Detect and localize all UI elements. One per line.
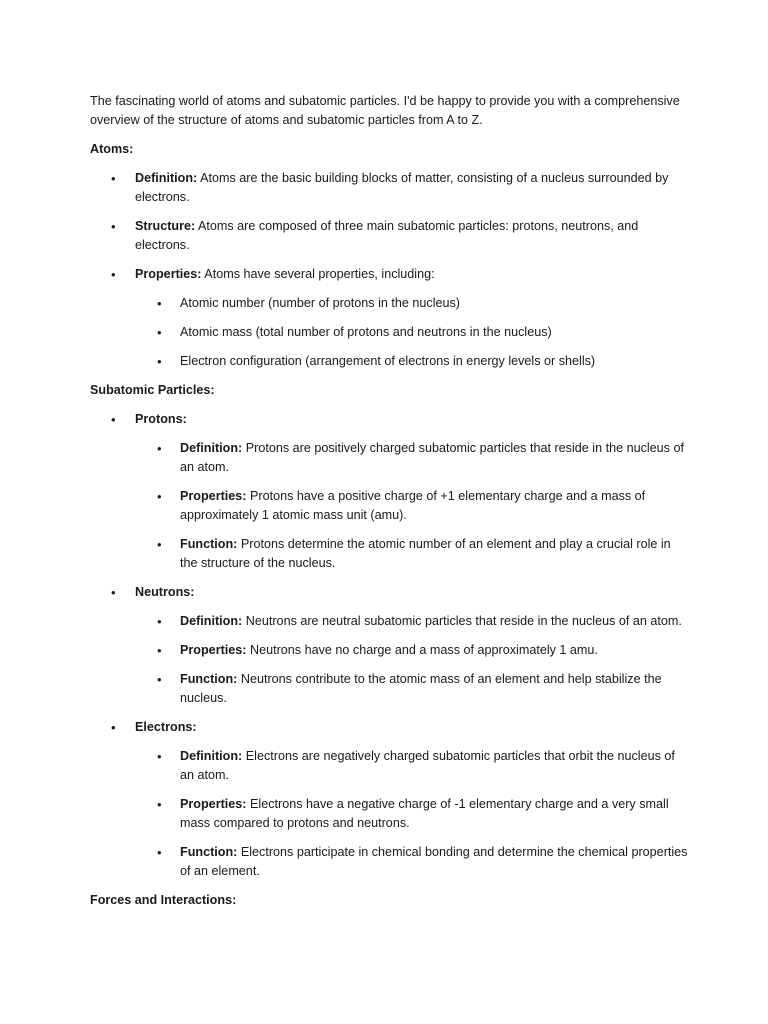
item-text: Atoms have several properties, including: — [201, 267, 435, 281]
item-text: Protons determine the atomic number of an element and play a crucial role in the structure of the nucleus. — [180, 537, 671, 570]
list-item: • Electron configuration (arrangement of electrons in energy levels or shells) — [90, 352, 690, 371]
item-label: Properties: — [135, 267, 202, 281]
item-text: Electrons are negatively charged subatomic particles that orbit the nucleus of an atom. — [180, 749, 675, 782]
item-label: Structure: — [135, 219, 196, 233]
item-label: Definition: — [135, 171, 198, 185]
list-item — [90, 169, 690, 207]
item-label: Function: — [180, 672, 238, 686]
item-label: Definition: — [180, 614, 243, 628]
list-item — [90, 843, 690, 881]
item-text: Neutrons have no charge and a mass of approximately 1 amu. — [246, 643, 598, 657]
item-text: Neutrons contribute to the atomic mass of an element and help stabilize the nucleus. — [180, 672, 662, 705]
item-label: Definition: — [180, 441, 243, 455]
list-item — [90, 612, 690, 631]
subatomic-list — [90, 410, 690, 881]
item-text: Protons have a positive charge of +1 elementary charge and a mass of approximately 1 atomic mass unit (amu). — [180, 489, 646, 522]
item-label: Function: — [180, 845, 238, 859]
electrons-section — [90, 718, 690, 737]
section-title: Electrons: — [135, 720, 197, 734]
list-item — [90, 487, 690, 525]
neutrons-section — [90, 583, 690, 602]
item-text: Neutrons are neutral subatomic particles that reside in the nucleus of an atom. — [242, 614, 682, 628]
item-text: Electrons participate in chemical bonding and determine the chemical properties of an element. — [180, 845, 688, 878]
atoms-heading: Atoms: — [90, 142, 134, 156]
list-item — [90, 747, 690, 785]
item-label: Properties: — [180, 797, 247, 811]
document-page — [90, 92, 690, 920]
atoms-list — [90, 169, 690, 371]
item-text: Electrons have a negative charge of -1 elementary charge and a very small mass compared to protons and neutrons. — [180, 797, 669, 830]
item-label: Function: — [180, 537, 238, 551]
list-item: • Atomic number (number of protons in the nucleus) — [90, 294, 690, 313]
item-text: Atoms are composed of three main subatomic particles: protons, neutrons, and electrons. — [135, 219, 639, 252]
intro-paragraph: The fascinating world of atoms and subatomic particles. I'd be happy to provide you with a comprehensive overview of the structure of atoms and subatomic particles from A to Z. — [90, 94, 680, 127]
forces-heading: Forces and Interactions: — [90, 893, 237, 907]
list-item — [90, 217, 690, 255]
list-item — [90, 439, 690, 477]
list-item — [90, 265, 690, 284]
list-item — [90, 641, 690, 660]
section-title: Protons: — [135, 412, 187, 426]
item-label: Properties: — [180, 643, 247, 657]
list-item — [90, 795, 690, 833]
protons-section — [90, 410, 690, 429]
item-label: Properties: — [180, 489, 247, 503]
list-item — [90, 670, 690, 708]
item-label: Definition: — [180, 749, 243, 763]
subatomic-heading: Subatomic Particles: — [90, 383, 215, 397]
list-item — [90, 535, 690, 573]
section-title: Neutrons: — [135, 585, 195, 599]
item-text: Atoms are the basic building blocks of matter, consisting of a nucleus surrounded by electrons. — [135, 171, 669, 204]
item-text: Protons are positively charged subatomic particles that reside in the nucleus of an atom. — [180, 441, 684, 474]
list-item: • Atomic mass (total number of protons and neutrons in the nucleus) — [90, 323, 690, 342]
